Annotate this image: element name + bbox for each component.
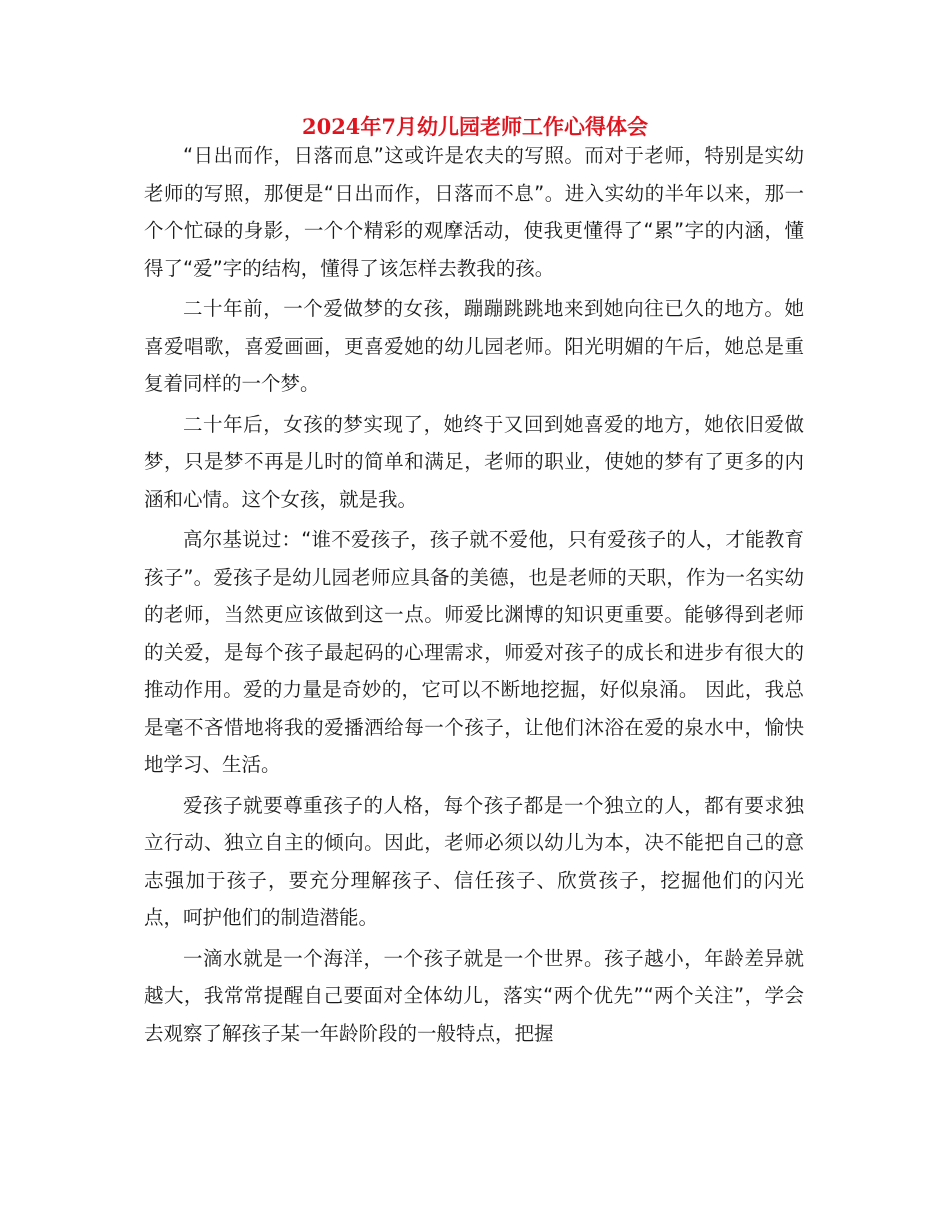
paragraph-3: 二十年后，女孩的梦实现了，她终于又回到她喜爱的地方，她依旧爱做梦，只是梦不再是儿时的简单和满足，老师的职业，使她的梦有了更多的内涵和心情。这个女孩，就是我。: [144, 412, 804, 511]
paragraph-6: 一滴水就是一个海洋，一个孩子就是一个世界。孩子越小，年龄差异就越大，我常常提醒自己要面对全体幼儿，落实“两个优先”“两个关注”，学会去观察了解孩子某一年龄阶段的一般特点，把握: [144, 946, 804, 1045]
paragraph-5: 爱孩子就要尊重孩子的人格，每个孩子都是一个独立的人，都有要求独立行动、独立自主的倾向。因此，老师必须以幼儿为本，决不能把自己的意志强加于孩子，要充分理解孩子、信任孩子、欣赏孩子，挖掘他们的闪光点，呵护他们的制造潜能。: [144, 793, 804, 929]
paragraph-4: 高尔基说过：“谁不爱孩子，孩子就不爱他，只有爱孩子的人，才能教育孩子”。爱孩子是幼儿园老师应具备的美德，也是老师的天职，作为一名实幼的老师，当然更应该做到这一点。师爱比渊博的知识更重要。能够得到老师的关爱，是每个孩子最起码的心理需求，师爱对孩子的成长和进步有很大的推动作用。爱的力量是奇妙的，它可以不断地挖掘，好似泉涌。 因此，我总是毫不吝惜地将我的爱播洒给每一个孩子，让他们沐浴在爱的泉水中，愉快地学习、生活。: [144, 528, 804, 776]
paragraph-1: “日出而作，日落而息”这或许是农夫的写照。而对于老师，特别是实幼老师的写照，那便是“日出而作，日落而不息”。进入实幼的半年以来，那一个个忙碌的身影，一个个精彩的观摩活动，使我更懂得了“累”字的内涵，懂得了“爱”字的结构，懂得了该怎样去教我的孩。: [144, 144, 804, 280]
document-body: [144, 137, 804, 1055]
document-title: 2024年7月幼儿园老师工作心得体会: [301, 114, 649, 139]
paragraph-2: 二十年前，一个爱做梦的女孩，蹦蹦跳跳地来到她向往已久的地方。她喜爱唱歌，喜爱画画，更喜爱她的幼儿园老师。阳光明媚的午后，她总是重复着同样的一个梦。: [144, 297, 804, 395]
